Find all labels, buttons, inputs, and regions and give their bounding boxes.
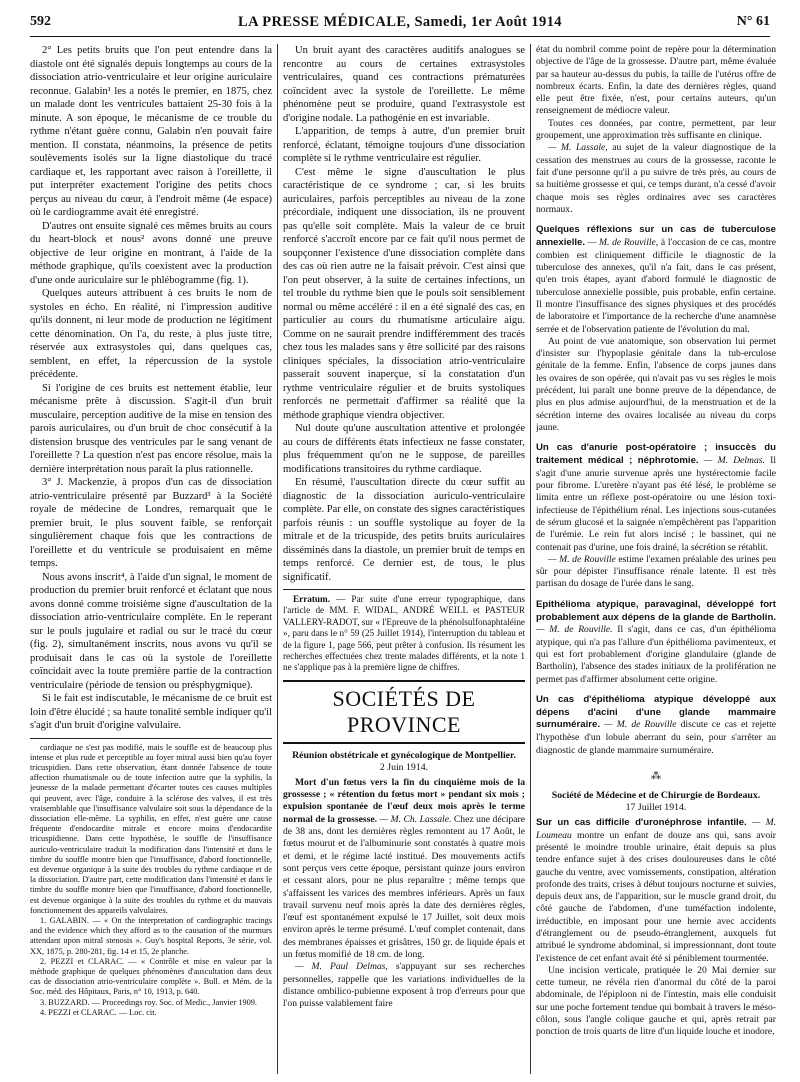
paragraph: Nul doute qu'une auscultation attentive et prolongée au cours de différents états infectieux ne fasse constater, plus fréquemment qu'on ne le suppose, de pareilles modifications transitoires du rythme cardiaque.: [283, 423, 525, 475]
journal-title: LA PRESSE MÉDICALE, Samedi, 1er Août 1914: [238, 14, 562, 30]
communication-title: Mort d'un fœtus vers la fin du cinquième mois de la grossesse ; « rétention du fœtus mort » pendant six mois ; expulsion spontanée de l'œuf deux mois après le terme normal de la grossesse.: [283, 776, 525, 825]
meeting-date: 2 Juin 1914.: [379, 761, 429, 773]
communication-title: Epithélioma atypique, paravaginal, développé fort probablement aux dépens de la glande de Bartholin.: [536, 598, 776, 623]
paragraph: Une incision verticale, pratiquée le 20 Mai dernier sur cette tumeur, ne révéla rien d'anormal du côté de la paroi abdominale, de l'épiploon ni de l'intestin, mais elle conduisit sur une poche fortement tendue qui bombait à travers le méso-côlon, sous l'angle colique gauche et qui, après retrait par ponction de trois quarts de litre d'un liquide louche et inodore,: [536, 964, 776, 1038]
paragraph: Si le fait est indiscutable, le mécanisme de ce bruit est loin d'être élucidé ; sa haute tonalité semble indiquer qu'il s'agit d'un bruit d'origine valvulaire.: [30, 693, 272, 731]
communication: [536, 442, 776, 554]
communication-author: — M. de Rouville,: [585, 236, 659, 248]
footnote: cardiaque ne s'est pas modifié, mais le souffle est de beaucoup plus intense et plus rude et perceptible au foyer mitral aussi bien qu'au foyer tricuspidien. Dans cette observation, étant donnée l'absence de toute affection rhumatismale ou de toute infection autre que la syphilis, la jeunesse de la malade permettant d'écarter toutes ces causes multiples qui peuvent, avec l'âge, conduire à la sclérose des valves, il est très vraisemblable que l'insuffisance valvulaire soit sous la dépendance de la dissociation elle-même. La syphilis, en effet, n'est guère une cause fréquente d'endocardite mitrale et encore moins d'endocardite tricuspidienne. Dans cette hypothèse, le souffle de l'insuffisance auriculo-ventriculaire traduit la modification dans l'intensité et dans le timbre du souffle montre bien que l'insuffisance, d'abord fonctionnelle, est devenue organique à la suite des troubles du rythme cardiaque et de la dissociation. D'autre part, cette modification dans l'intensité et dans le timbre du souffle montre bien que l'insuffisance, d'abord fonctionnelle, est devenue organique à la suite des troubles du rythme et du mauvais fonctionnement des appareils valvulaires.: [30, 742, 272, 915]
communication-title: Sur un cas difficile d'uronéphrose infantile.: [536, 816, 747, 828]
footnote: 2. PEZZI et CLARAC. — « Contrôle et mise en valeur par la méthode graphique de quelques phénomènes d'auscultation dans deux cas de dissociation atrio-ventriculaire complète ». Bull. et Mém. de la Soc. méd. des Hôpitaux, Paris, n° 10, 1913, p. 640.: [30, 956, 272, 997]
communication-title: Un cas d'épithélioma atypique développé aux dépens d'acini d'une glande mammaire surnuméraire.: [536, 693, 776, 731]
communication-text: s'appuyant sur ses recherches personnelles, rappelle que les variations individuelles de la distance ombilico-pubienne exposent à trop d'erreurs pour que l'on puisse valablement faire: [283, 961, 525, 1010]
paragraph: [536, 142, 776, 216]
communication-text: Chez une décipare de 38 ans, dont les dernières règles remontent au 17 Août, le fœtus mourut et de l'albuminurie sont constatés à quatre mois et demi, et le régime lacté institué. Des mouvements actifs sont perçus vers cette époque, persistant quinze jours environ et cessant alors, pour ne plus reparaître ; même temps que s'affaissent les varices des membres inférieurs. Après un faux travail survenu neuf mois après la date des dernières règles, l'œuf est spontanément expulsé le 17 Juillet, soit deux mois environ après le terme présumé. L'œuf complet contenait, dans des membranes épaisses et grisâtres, 150 gr. de liquide épais et un fœtus momifié de 18 cm. de long.: [283, 813, 525, 960]
communication-author: — M. de Rouville: [548, 553, 616, 565]
communication: [536, 817, 776, 965]
paragraph: Toutes ces données, par contre, permettent, par leur groupement, une approximation très suffisante en clinique.: [536, 117, 776, 142]
paragraph: Quelques auteurs attribuent à ces bruits le nom de systoles en écho. En réalité, ni l'impression auditive qu'ils donnent, ni leur mode de production ne légitiment cette dénomination. On l'a, du reste, à plus juste titre, réservée aux extrasystoles qui, dans quelques cas, semblent, en effet, la répercussion de la systole précédente.: [30, 288, 272, 380]
section-banner: [283, 680, 525, 744]
communication-text: au sujet de la valeur diagnostique de la cessation des menstrues au cours de la grossesse, raconte le fait d'une personne qu'il a pu suivre de très près, au cours de sa huitième grossesse et qui, ce temps durant, n'a cessé d'avoir chaque mois ses règles ordinaires avec ses caractères normaux.: [536, 142, 776, 215]
communication: [536, 599, 776, 686]
communication-text: Il s'agit, dans ce cas, d'un épithélioma atypique, qui n'a pas l'allure d'un épithélioma pavimenteux, et qui est fort probablement d'origine glandulaire (glande de Bartholin), l'absence des stades initiaux de la prolifération ne permet pas d'affirmer absolument cette origine.: [536, 624, 776, 685]
communication: [283, 961, 525, 1010]
paragraph: 3° J. Mackenzie, à propos d'un cas de dissociation atrio-ventriculaire présenté par Buzzard³ à la Société royale de médecine de Londres, remarquait que le premier bruit, le plus souvent faible, se renforçait singulièrement chaque fois que les contractions de l'oreillette et du ventricule se produisaient en même temps.: [30, 477, 272, 569]
society-name: Société de Médecine et de Chirurgie de Bordeaux.: [551, 789, 761, 801]
communication-text: montre un enfant de douze ans qui, sans avoir présenté le moindre trouble urinaire, était depuis sa plus tendre enfance sujet à des crises douloureuses dans le côté gauche du ventre, avec vomissements, constipation, altération profonde des traits, crises à début toujours nocturne et suivies, depuis deux ans, de l'apparition, sur le muscle grand droit, du côté gauche de l'abdomen, d'une tuméfaction indolente, irréductible, en imposant pour une hernie avec accidents d'étranglement ou de pseudo-étranglement, auxquels fut attribué le syndrome abdominal, si impressionnant, dont toute l'existence de cet enfant avait été si péniblement tourmentée.: [536, 829, 776, 964]
communication-author: — M. Lassale,: [548, 142, 608, 154]
page-number: 592: [30, 14, 51, 29]
paragraph: En résumé, l'auscultation directe du cœur suffit au diagnostic de la dissociation auriculo-ventriculaire complète. Par elle, on constate des signes caractéristiques parfois réunis : un souffle systolique au foyer de la mitrale et de la tricuspide, des petits bruits auriculaires disséminés dans la diastole, un premier bruit de temps en temps renforcé. Ce dernier est, de tous, le plus significatif.: [283, 477, 525, 583]
communication-text: Il s'agit d'une anurie survenue après une hystérectomie facile pour fibrome. L'uretère n'ayant pas été lésé, le problème se limita entre un réflexe post-opératoire ou une lésion toxi-infectieuse de l'épithélium rénal. Les injections sous-cutanées de sérum glucosé et la saignée n'empêchèrent pas l'apparition de l'urémie. Le rein fut alors incisé ; le bassinet, qui ne contenait pas d'urine, une fois drainé, la sécrétion se rétablit.: [536, 455, 776, 553]
paragraph: Un bruit ayant des caractères auditifs analogues se rencontre au cours de certaines extrasystoles ventriculaires, quand ces contractions prématurées coïncident avec la systole de l'oreillette. Le même phénomène peut se produire, quand l'extrasystole est d'origine nodale. La pathogénie en est invariable.: [283, 45, 525, 124]
section-title: SOCIÉTÉS DE PROVINCE: [332, 685, 476, 737]
erratum: [283, 594, 525, 674]
footnote: 1. GALABIN. — « On the interpretation of cardiographic tracings and the evidence which they afford as to the causation of the murmurs attendant upon mitral stenosis ». Guy's hospital Reports, 3e série, vol. XX, 1875, p. 280-281, fig. 14 et 15, 2e planche.: [30, 915, 272, 956]
page-header: [30, 14, 770, 36]
paragraph: D'autres ont ensuite signalé ces mêmes bruits au cours du heart-block et nous² avons donné une preuve objective de leur origine en montrant, à l'aide de la méthode graphique, qu'ils coexistent avec la production d'une onde auriculaire sur le phlébogramme (fig. 1).: [30, 220, 272, 286]
communication-author: — M. Paul Delmas,: [295, 961, 388, 973]
erratum-text: — Par suite d'une erreur typographique, dans l'article de MM. F. WIDAL, ANDRÉ WEILL et PASTEUR VALLERY-RADOT, sur « l'Epreuve de la phénolsulfonaphtaléine », paru dans le n° 59 (25 Juillet 1914), l'interruption du tableau et de la figure 1, page 566, peut prêter à confusion. Ils résument les recherches effectuées chez trente malades différents, et la note 1 ne s'applique pas à la première ligne de chiffres.: [283, 594, 525, 673]
paragraph: Si l'origine de ces bruits est nettement établie, leur mécanisme prête à discussion. S'agit-il d'un bruit musculaire, perception auditive de la mise en tension des parois auriculaires, ou d'un bruit de choc consécutif à la distension brusque des ventricules par le sang venant de l'oreillette ? La question n'est pas encore résolue, mais la dernière interprétation nous paraît la plus rationnelle.: [30, 382, 272, 475]
communication: [283, 777, 525, 961]
footnote: 4. PEZZI et CLARAC. — Loc. cit.: [40, 1007, 157, 1017]
communication: [536, 224, 776, 336]
column-divider: [277, 44, 278, 1074]
column-divider: [530, 44, 531, 1074]
paragraph: L'apparition, de temps à autre, d'un premier bruit renforcé, éclatant, témoigne toujours d'une dissociation complète si le rythme ventriculaire est régulier.: [283, 126, 525, 164]
communication-author: — M. Delmas.: [698, 455, 765, 466]
footnote: 3. BUZZARD. — Proceedings roy. Soc. of Medic., Janvier 1909.: [40, 997, 257, 1007]
communication-title: Un cas d'anurie post-opératoire ; insuccès du traitement médical ; néphrotomie.: [536, 442, 776, 466]
communication-text: estime l'examen préalable des urines peu sûr pour dépister l'insuffisance rénale latente. Il est très partisan du dosage de l'urée dans le sang.: [536, 553, 776, 590]
section-rule: [283, 589, 525, 590]
paragraph: 2° Les petits bruits que l'on peut entendre dans la diastole ont été signalés depuis longtemps au cours de la dissociation atrio-ventriculaire et leur origine auriculaire reconnue. Galabin¹ les a notés le premier, en 1875, chez un malade dont les ventricules battaient 25-30 fois à la minute. A son époque, le mécanisme de ce trouble du rythme n'étant guère connu, Galabin n'en pouvait faire mention. Il constata, néanmoins, la présence de petits soulèvements isolés sur la ligne diastolique du tracé cardiaque et, les rapportant avec raison à l'oreillette, il put interpréter exactement l'origine des petits chocs perçus au niveau du cœur, à l'endroit même (4e espace) où le cardiogramme avait été enregistré.: [30, 45, 272, 218]
meeting-date: 17 Juillet 1914.: [625, 801, 687, 813]
communication-text: à l'occasion de ce cas, montre combien est cliniquement difficile le diagnostic de la tuberculose des annexes, qu'il n'a fait, dans le cas présent, qu'en trois étapes, ayant d'abord formulé le diagnostic de tuberculose annexielle possible, puis probable, enfin certaine. Il montre l'insuffisance des signes physiques et des procédés de laboratoire et l'importance de la recherche d'une anamnèse serrée et de l'observation patiente de l'évolution du mal.: [536, 236, 776, 335]
communication-text: discute ce cas et rejette l'hypothèse d'un lobule aberrant du sein, pour s'arrêter au diagnostic de glande mammaire surnuméraire.: [536, 719, 776, 756]
paragraph: C'est même le signe d'auscultation le plus caractéristique de ce syndrome ; car, si les bruits auriculaires, parfois perceptibles au niveau de la zone précordiale, indiquent une dissociation, ils ne prouvent pas qu'elle soit complète. Mais la valeur de ce bruit renforcé s'accroît encore par ce fait qu'il nous permet de soupçonner l'existence d'une dissociation complète dans des cas où rien autre ne la faisait prévoir. C'est ainsi que l'on peut observer, à la suite de certaines infections, un tel trouble du rythme bien que le pouls soit sensiblement normal ou même accéléré : il en a été signalé des cas, en particulier au cours du rhumatisme articulaire aigu. Comme on ne saurait prendre indifféremment des tracés chez tous les malades sans y être sollicité par des raisons cliniques spéciales, la dissociation atrio-ventriculaire passerait souvent inaperçue, si la constatation d'un rythme ventriculaire régulier et de bruits systoliques renforcés ne permettait d'affirmer sa réalité que la méthode graphique viendra objectiver.: [283, 166, 525, 421]
footnotes: [30, 743, 272, 1018]
header-rule: [30, 36, 770, 37]
erratum-label: Erratum.: [293, 594, 330, 604]
communication-author: — M. de Rouville: [600, 719, 677, 731]
paragraph: Nous avons inscrit⁴, à l'aide d'un signal, le moment de production du premier bruit renforcé et éclatant que nous avons donné comme troisième signe d'auscultation de la dissociation atrio-ventriculaire complète. En le reperant sur le pouls jugulaire et radial ou sur le tracé du cœur (fig. 2), simultanément inscrits, nous avons vu qu'il se produisait dans le cas où la systole de l'oreillette coïncidait avec la toute première partie de la contraction ventriculaire (période de tension ou présphygmique).: [30, 571, 272, 691]
issue-number: N° 61: [736, 14, 770, 29]
communication-author: — M. de Rouville.: [536, 624, 613, 636]
paragraph: état du nombril comme point de repère pour la détermination objective de l'âge de la grossesse. D'autre part, même évaluée par sa hauteur au-dessus du pubis, la taille de l'utérus offre de nombreux écarts. Enfin, la date des dernières règles, quand elle peut être fixée, n'est, pour certains auteurs, qu'un renseignement de médiocre valeur.: [536, 44, 776, 117]
paragraph: [536, 554, 776, 591]
column-1: [30, 44, 272, 1074]
footnote-rule: [30, 738, 272, 739]
column-2: [283, 44, 525, 1074]
paragraph: Au point de vue anatomique, son observation lui permet d'insister sur l'hypoplasie génitale dans la tub-erculose génitale de la femme. Enfin, l'absence de corps jaunes dans les ovaires de son opérée, qui n'avait pas vu ses règles le mois précédent, lui paraît une bonne preuve de la dépendance, de plus en plus admise aujourd'hui, de la menstruation et de la sécrétion interne des ovaires localisée au niveau du corps jaune.: [536, 335, 776, 433]
communication-title: Quelques réflexions sur un cas de tuberculose annexielle.: [536, 224, 776, 248]
society-name: Réunion obstétricale et gynécologique de Montpellier.: [292, 749, 516, 761]
column-3: [536, 44, 776, 1074]
communication: [536, 694, 776, 757]
communication-author: — M. Ch. Lassale.: [377, 813, 452, 825]
section-ornament: ⁂: [651, 770, 661, 782]
communication-author: — M. Loumeau: [536, 816, 776, 841]
